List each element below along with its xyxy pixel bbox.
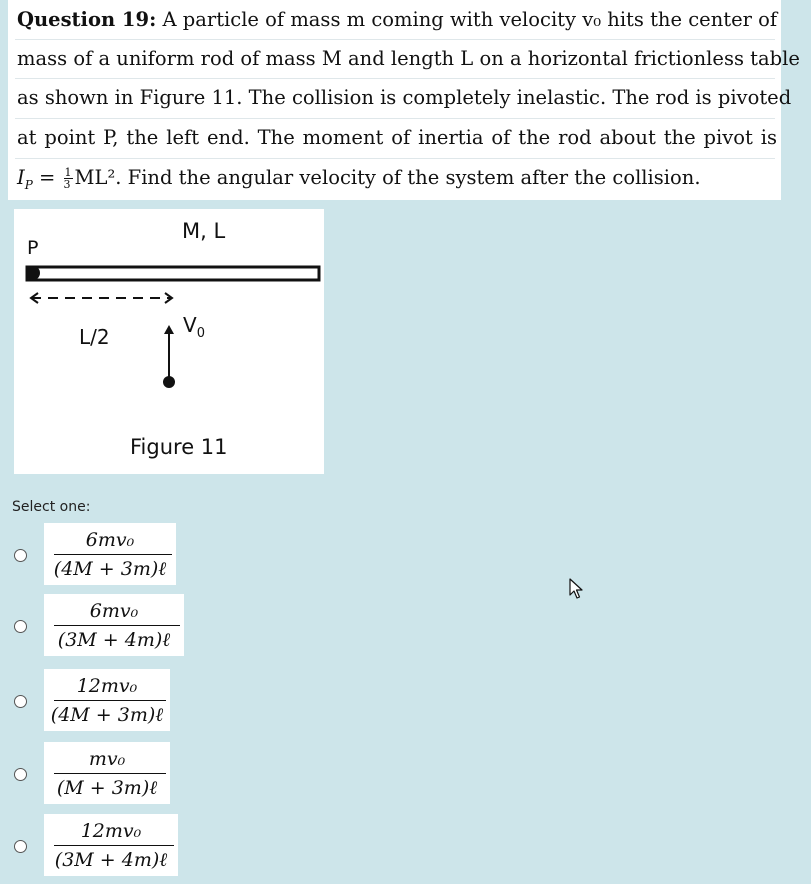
fraction-bar <box>54 700 166 701</box>
option-denominator: (3M + 4m)ℓ <box>54 849 168 871</box>
one-third-fraction <box>64 167 73 190</box>
option-denominator: (4M + 3m)ℓ <box>53 558 167 580</box>
option-denominator: (M + 3m)ℓ <box>56 777 158 799</box>
figure-11 <box>14 209 324 474</box>
radio-button[interactable] <box>14 620 27 633</box>
question-line-5 <box>17 158 777 198</box>
mouse-cursor-icon <box>569 578 585 600</box>
half-length-arrow <box>31 293 172 303</box>
option-formula <box>44 742 170 804</box>
pivot-point <box>26 266 40 280</box>
equals-sign: = <box>32 166 62 189</box>
option-numerator: 12mv₀ <box>80 820 142 842</box>
question-text-2: mass of a uniform rod of mass M and length L on a horizontal frictionless table <box>17 47 800 70</box>
particle <box>163 376 175 388</box>
radio-button[interactable] <box>14 840 27 853</box>
radio-button[interactable] <box>14 768 27 781</box>
fraction-numerator: 1 <box>64 166 72 179</box>
inertia-subscript: P <box>24 177 33 192</box>
option-formula <box>44 669 170 731</box>
rod-shape <box>27 267 319 280</box>
question-text-5: ML². Find the angular velocity of the system after the collision. <box>74 166 701 189</box>
radio-button[interactable] <box>14 695 27 708</box>
answer-option-4[interactable] <box>0 742 300 812</box>
option-formula <box>44 594 184 656</box>
answer-option-5[interactable] <box>0 814 300 884</box>
question-text-4: at point P, the left end. The moment of inertia of the rod about the pivot is <box>17 126 777 149</box>
answer-option-3[interactable] <box>0 669 300 739</box>
option-denominator: (3M + 4m)ℓ <box>57 629 171 651</box>
select-one-label: Select one: <box>12 499 91 515</box>
question-line-1 <box>17 0 777 40</box>
option-numerator: 6mv₀ <box>89 600 139 622</box>
velocity-symbol: V <box>183 313 197 337</box>
question-label: Question 19: <box>17 8 157 31</box>
radio-button[interactable] <box>14 549 27 562</box>
velocity-subscript: 0 <box>196 326 205 341</box>
fraction-denominator: 3 <box>63 178 71 191</box>
velocity-label <box>183 313 205 341</box>
option-numerator: 12mv₀ <box>76 675 138 697</box>
option-numerator: 6mv₀ <box>85 529 135 551</box>
inertia-symbol: I <box>17 166 25 189</box>
option-formula <box>44 523 176 585</box>
rod-label: M, L <box>182 219 226 243</box>
fraction-bar <box>54 845 174 846</box>
velocity-arrow <box>164 325 174 377</box>
figure-caption: Figure 11 <box>130 435 228 459</box>
fraction-bar <box>54 773 166 774</box>
fraction-bar <box>54 554 172 555</box>
question-text-3: as shown in Figure 11. The collision is completely inelastic. The rod is pivoted <box>17 86 792 109</box>
pivot-label: P <box>27 237 39 259</box>
answer-option-1[interactable] <box>0 523 300 593</box>
answer-option-2[interactable] <box>0 594 300 664</box>
half-length-label: L/2 <box>79 325 110 349</box>
option-denominator: (4M + 3m)ℓ <box>50 704 164 726</box>
option-numerator: mv₀ <box>88 748 126 770</box>
question-card <box>8 0 800 200</box>
fraction-bar <box>54 625 180 626</box>
question-text-1: A particle of mass m coming with velocity v₀ hits the center of <box>162 8 778 31</box>
option-formula <box>44 814 178 876</box>
